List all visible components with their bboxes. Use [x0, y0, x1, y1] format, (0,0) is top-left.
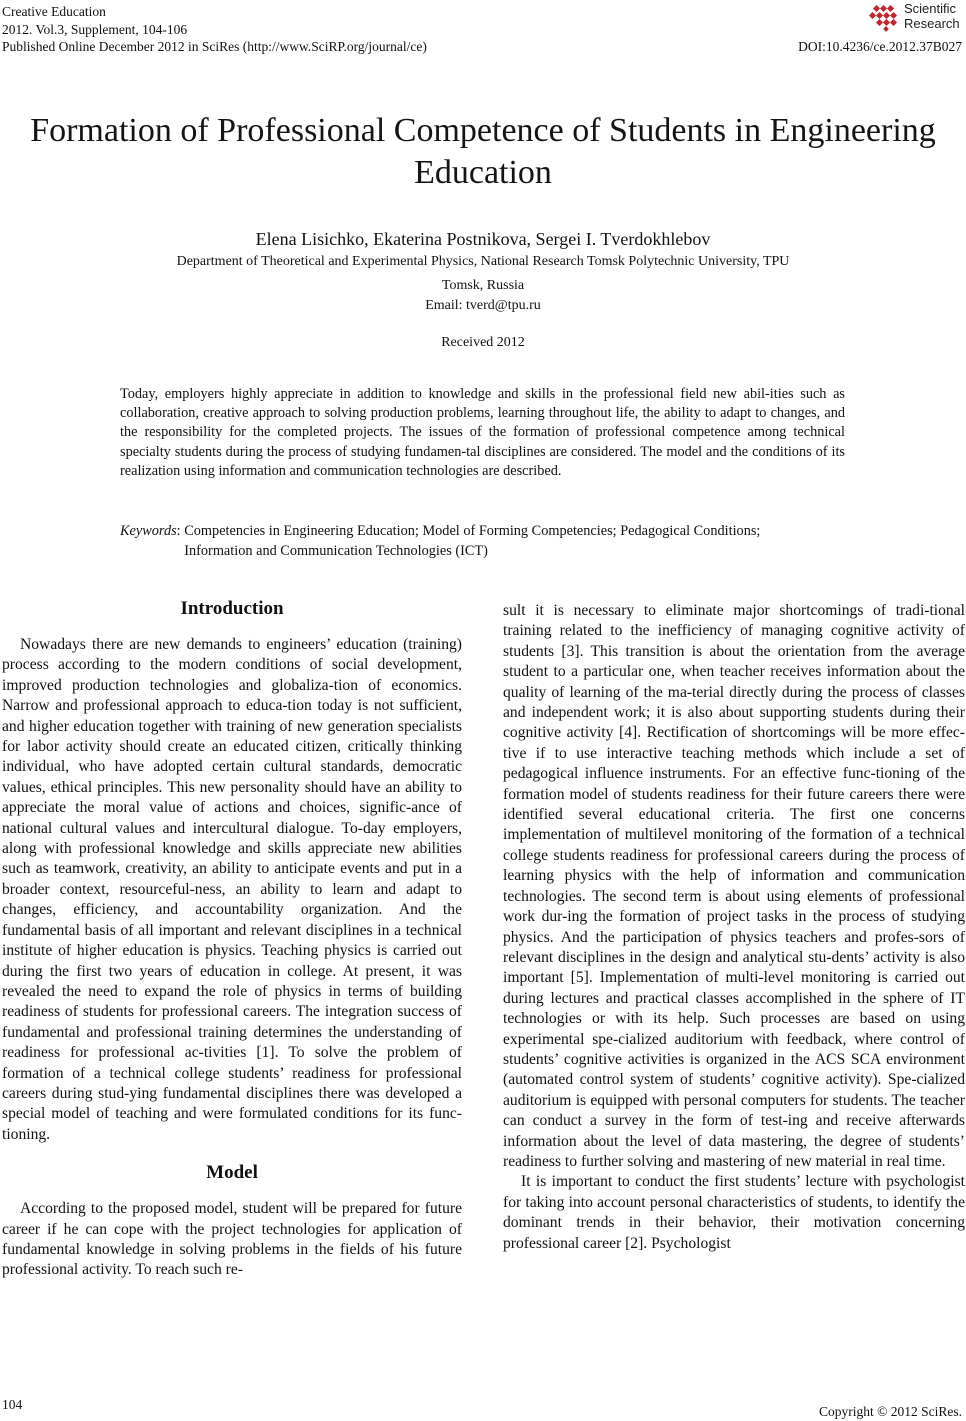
- abstract: Today, employers highly appreciate in addition to knowledge and skills in the professional field new abil-ities such as collaboration, creative approach to solving production problems, learning throughout life, the ability to adapt to changes, and the responsibility for the completed projects. The issues of the formation of professional competence among technical specialty students during the process of studying fundamen-tal disciplines are considered. The model and the conditions of its realization using information and communication technologies are described.: [120, 386, 845, 479]
- keywords-label: Keywords:: [120, 523, 181, 539]
- email: Email: tverd@tpu.ru: [425, 298, 541, 313]
- publisher-logo: [866, 0, 966, 36]
- psychologist-paragraph: It is important to conduct the first students’ lecture with psychologist for taking into account personal characteristics of students, to identify the dominant trends in their behavior, their motivation concerning professional career [2]. Psychologist: [503, 1173, 965, 1252]
- volume-info: 2012. Vol.3, Supplement, 104-106: [2, 22, 188, 37]
- logo-mark-icon: [866, 2, 904, 34]
- left-column: [2, 597, 462, 1281]
- section-heading-introduction: Introduction: [180, 598, 284, 619]
- copyright: Copyright © 2012 SciRes.: [818, 1404, 962, 1419]
- logo-text-top: Scientific: [904, 1, 957, 16]
- doi: DOI:10.4236/ce.2012.37B027: [798, 39, 962, 54]
- publication-info: Published Online December 2012 in SciRes (http://www.SciRP.org/journal/ce): [2, 39, 427, 54]
- location: Tomsk, Russia: [441, 278, 525, 293]
- page-number: 104: [2, 1397, 23, 1412]
- right-column: [503, 601, 965, 1254]
- keywords: [120, 522, 845, 562]
- received-date: Received 2012: [441, 335, 525, 350]
- continued-paragraph: sult it is necessary to eliminate major shortcomings of tradi-tional training related to the inefficiency of managing cognitive activity of students [3]. This transition is about the orientation from the average student to a particular one, when teacher receives information about the quality of learning of the ma-terial directly during the process of classes and independent work; it is also about supporting students during their cognitive activity [4]. Rectification of shortcomings will be more effec-tive if to use interactive teaching methods which include a set of pedagogical influence instruments. For an effective func-tioning of the formation model of students readiness for their future careers there were identified several educational criteria. The first one concerns implementation of multilevel monitoring of the formation of a technical college students readiness for professional careers during the process of learning physics with the help of information and communication technologies. The second term is about using elements of professional work dur-ing the formation of project tasks in the process of studying physics. And the participation of physics teachers and profes-sors of relevant disciplines in the design and analytical stu-dents’ activity is also important [5]. Implementation of multi-level monitoring is carried out during lectures and practical classes accomplished in the sphere of IT technologies or with its help. Such processes are based on using experimental spe-cialized auditorium with feedback, where control of students’ cognitive activities is organized in the ACS SCA environment (automated control system of students’ cognitive activity). Spe-cialized auditorium is equipped with personal computers for students. The teacher can conduct a survey in the form of test-ing and receive afterwards information about the level of data mastering, the degree of students’ readiness to further solving and mastering of new material in real time.: [503, 602, 965, 1170]
- authors: Elena Lisichko, Ekaterina Postnikova, Sergei I. Tverdokhlebov: [255, 229, 711, 249]
- keywords-text: Competencies in Engineering Education; Model of Forming Competencies; Pedagogical Conditions; Information and Communication Technologies (ICT): [184, 523, 761, 559]
- paper-title: Formation of Professional Competence of Students in Engineering Education: [30, 112, 936, 191]
- section-heading-model: Model: [206, 1162, 258, 1184]
- model-paragraph: According to the proposed model, student will be prepared for future career if he can cope with the project technologies for application of fundamental knowledge in solving problems in the fields of his future professional activity. To reach such re-: [2, 1200, 462, 1279]
- introduction-paragraph: Nowadays there are new demands to engineers’ education (training) process according to the modern conditions of social development, improved production technologies and globaliza-tion of economics. Narrow and professional approach to educa-tion today is not sufficient, and higher education together with training of new generation specialists for labor activity should create an educated citizen, critically thinking individual, who have adopted certain cultural standards, democratic values, ethical principles. This new personality should have an ability to appreciate the moral value of actions and choices, signific-ance of national cultural values and intercultural dialogue. To-day employers, along with professional knowledge and skills appreciate new abilities such as teamwork, creativity, an ability to anticipate events and put in a broader context, resourceful-ness, an ability to learn and adapt to changes, efficiency, and accountability organization. And the fundamental basis of all important and relevant disciplines in a technical institute of higher education is physics. Teaching physics is carried out during the first two years of education in college. At present, it was revealed the need to expand the role of physics in terms of building readiness of students for professional careers. The integration success of fundamental and professional training determines the understanding of readiness for professional ac-tivities [1]. To solve the problem of formation of a technical college students’ readiness for professional careers during stud-ying fundamental disciplines there was developed a special model of teaching and were formulated conditions for its func-tioning.: [2, 636, 462, 1143]
- affiliation: Department of Theoretical and Experimental Physics, National Research Tomsk Polytechnic University, TPU: [176, 254, 790, 269]
- journal-name: Creative Education: [2, 4, 106, 19]
- logo-text-bottom: Research: [904, 16, 960, 31]
